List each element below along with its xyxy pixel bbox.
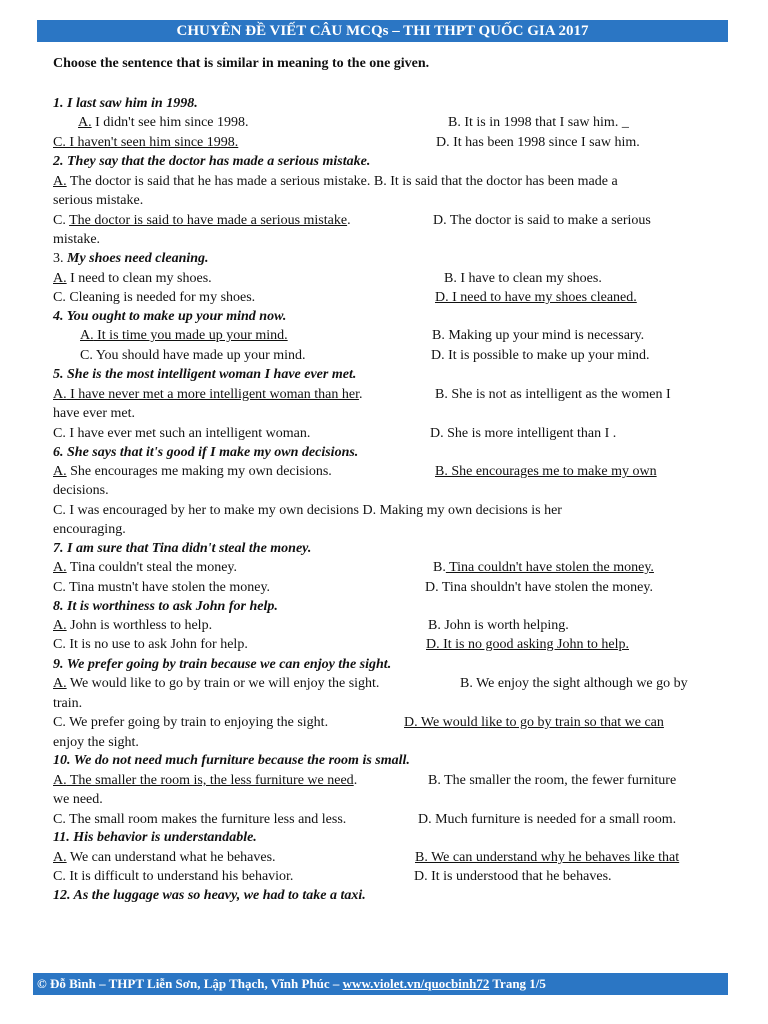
q4-option-c: C. You should have made up your mind. [80, 348, 306, 363]
q9-option-d-cont: enjoy the sight. [53, 735, 139, 750]
footer-author: © Đỗ Bình – THPT Liễn Sơn, Lập Thạch, Vĩnh Phúc – [37, 976, 343, 991]
q1-option-c: C. I haven't seen him since 1998. [53, 135, 239, 150]
q6-option-b-cont: decisions. [53, 483, 109, 498]
q10-option-c: C. The small room makes the furniture less and less. [53, 812, 347, 827]
q9-option-d: D. We would like to go by train so that we can [404, 715, 664, 730]
q2-option-d: D. The doctor is said to make a serious [433, 213, 651, 228]
q11-option-b: B. We can understand why he behaves like that [415, 850, 680, 865]
q11-option-d: D. It is understood that he behaves. [414, 869, 612, 884]
question-7: 7. I am sure that Tina didn't steal the money. [53, 541, 312, 556]
q2-option-d-cont: mistake. [53, 232, 101, 247]
q6-option-a: A. She encourages me making my own decisions. [53, 464, 332, 479]
q10-option-d: D. Much furniture is needed for a small room. [418, 812, 677, 827]
q3-option-c: C. Cleaning is needed for my shoes. [53, 290, 256, 305]
question-6: 6. She says that it's good if I make my own decisions. [53, 445, 359, 460]
q3-option-a: A. I need to clean my shoes. [53, 271, 212, 286]
question-3: 3. My shoes need cleaning. [53, 251, 209, 266]
q4-option-d: D. It is possible to make up your mind. [431, 348, 650, 363]
q2-option-b-cont: serious mistake. [53, 193, 144, 208]
page-title-banner [37, 20, 728, 42]
q11-option-c: C. It is difficult to understand his behavior. [53, 869, 294, 884]
question-9: 9. We prefer going by train because we can enjoy the sight. [53, 657, 392, 672]
q7-option-d: D. Tina shouldn't have stolen the money. [425, 580, 653, 595]
question-10: 10. We do not need much furniture because the room is small. [53, 753, 410, 768]
q4-option-b: B. Making up your mind is necessary. [432, 328, 645, 343]
footer-link[interactable]: www.violet.vn/quocbinh72 [342, 976, 490, 991]
q6-option-b: B. She encourages me to make my own [435, 464, 657, 479]
q8-option-b: B. John is worth helping. [428, 618, 569, 633]
q5-option-a: A. I have never met a more intelligent woman than her. [53, 387, 363, 402]
q5-option-c: C. I have ever met such an intelligent woman. [53, 426, 311, 441]
q8-option-a: A. John is worthless to help. [53, 618, 213, 633]
question-2: 2. They say that the doctor has made a serious mistake. [53, 154, 371, 169]
question-11: 11. His behavior is understandable. [53, 830, 257, 845]
q4-option-a: A. It is time you made up your mind. [80, 328, 288, 343]
footer-page-number: Trang 1/5 [489, 976, 546, 991]
q8-option-c: C. It is no use to ask John for help. [53, 637, 248, 652]
q1-option-d: D. It has been 1998 since I saw him. [436, 135, 640, 150]
q1-option-a: A. I didn't see him since 1998. [78, 115, 249, 130]
page-title: CHUYÊN ĐỀ VIẾT CÂU MCQs – THI THPT QUỐC GIA 2017 [176, 23, 589, 39]
page-footer [33, 973, 728, 995]
q5-option-b: B. She is not as intelligent as the women I [435, 387, 671, 402]
q8-option-d: D. It is no good asking John to help. [426, 637, 629, 652]
q9-option-b-cont: train. [53, 696, 83, 711]
q10-option-b: B. The smaller the room, the fewer furniture [428, 773, 677, 788]
q7-option-b: B. Tina couldn't have stolen the money. [433, 560, 654, 575]
q9-option-b: B. We enjoy the sight although we go by [460, 676, 688, 691]
q10-option-a: A. The smaller the room is, the less furniture we need. [53, 773, 358, 788]
question-8: 8. It is worthiness to ask John for help. [53, 599, 278, 614]
q7-option-a: A. Tina couldn't steal the money. [53, 560, 238, 575]
q9-option-a: A. We would like to go by train or we will enjoy the sight. [53, 676, 380, 691]
q6-option-d-cont: encouraging. [53, 522, 126, 537]
question-5: 5. She is the most intelligent woman I have ever met. [53, 367, 357, 382]
q2-option-c: C. The doctor is said to have made a serious mistake. [53, 213, 351, 228]
q5-option-d: D. She is more intelligent than I . [430, 426, 617, 441]
question-12: 12. As the luggage was so heavy, we had to take a taxi. [53, 888, 366, 903]
q1-option-b: B. It is in 1998 that I saw him. _ [448, 115, 629, 130]
q10-option-b-cont: we need. [53, 792, 103, 807]
q5-option-b-cont: have ever met. [53, 406, 136, 421]
q2-option-a-b: A. The doctor is said that he has made a serious mistake. B. It is said that the doctor has been made a [53, 174, 618, 189]
q3-option-d: D. I need to have my shoes cleaned. [435, 290, 637, 305]
q3-option-b: B. I have to clean my shoes. [444, 271, 602, 286]
instruction-text: Choose the sentence that is similar in meaning to the one given. [53, 56, 430, 71]
question-1: 1. I last saw him in 1998. [53, 96, 198, 111]
q7-option-c: C. Tina mustn't have stolen the money. [53, 580, 271, 595]
q6-option-c-d: C. I was encouraged by her to make my own decisions D. Making my own decisions is her [53, 503, 562, 518]
q9-option-c: C. We prefer going by train to enjoying the sight. [53, 715, 329, 730]
question-4: 4. You ought to make up your mind now. [53, 309, 287, 324]
q11-option-a: A. We can understand what he behaves. [53, 850, 276, 865]
